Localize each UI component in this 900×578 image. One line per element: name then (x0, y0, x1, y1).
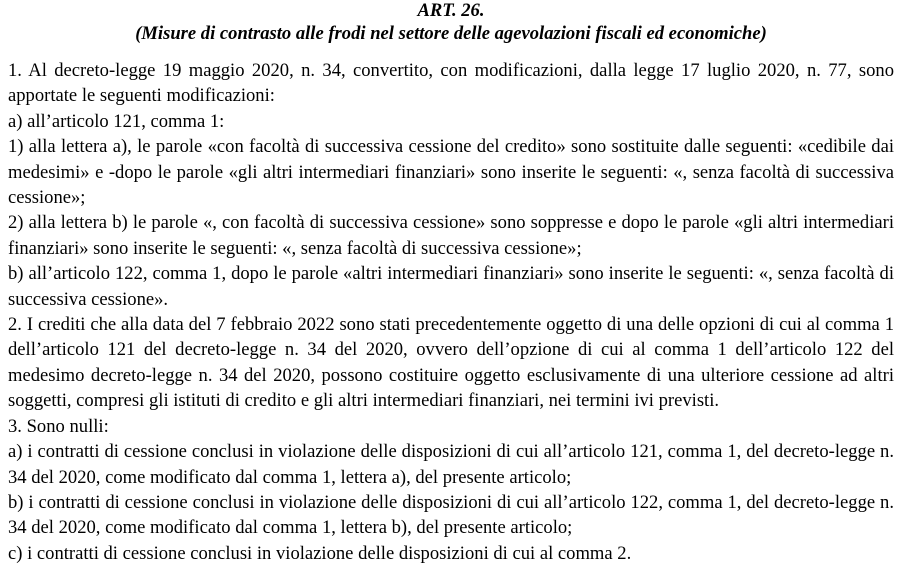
list-item-b: b) all’articolo 122, comma 1, dopo le parole «altri intermediari finanziari» sono inserite le seguenti: «, senza facoltà di successiva cessione». (8, 263, 894, 310)
list-item-a: a) all’articolo 121, comma 1: (8, 110, 225, 132)
paragraph-1: 1. Al decreto-legge 19 maggio 2020, n. 34, convertito, con modificazioni, dalla legge 17 luglio 2020, n. 77, sono apportate le seguenti modificazioni: (8, 60, 894, 107)
sub-item-1: 1) alla lettera a), le parole «con facoltà di successiva cessione del credito» sono sostituite dalle seguenti: «cedibile dai medesimi» e -dopo le parole «gli altri intermediari finanziari» sono inserite le seguenti: «, senza facoltà di successiva cessione»; (8, 136, 894, 209)
nullity-item-a: a) i contratti di cessione conclusi in violazione delle disposizioni di cui all’articolo 121, comma 1, del decreto-legge n. 34 del 2020, come modificato dal comma 1, lettera a), del presente articolo; (8, 441, 894, 488)
paragraph-2: 2. I crediti che alla data del 7 febbraio 2022 sono stati precedentemente oggetto di una delle opzioni di cui al comma 1 dell’articolo 121 del decreto-legge n. 34 del 2020, ovvero dell’opzione di cui al comma 1 dell’articolo 122 del medesimo decreto-legge n. 34 del 2020, possono costituire oggetto esclusivamente di una ulteriore cessione ad altri soggetti, compresi gli istituti di credito e gli altri intermediari finanziari, nei termini ivi previsti. (8, 314, 894, 412)
sub-item-2: 2) alla lettera b) le parole «, con facoltà di successiva cessione» sono soppresse e dopo le parole «gli altri intermediari finanziari» sono inserite le seguenti: «, senza facoltà di successiva cessione»; (8, 212, 894, 259)
article-title: ART. 26. (417, 0, 485, 21)
paragraph-3: 3. Sono nulli: (8, 415, 109, 437)
nullity-item-c: c) i contratti di cessione conclusi in violazione delle disposizioni di cui al comma 2. (8, 542, 632, 564)
article-body (8, 58, 894, 566)
document-page (8, 0, 894, 566)
nullity-item-b: b) i contratti di cessione conclusi in violazione delle disposizioni di cui all’articolo 122, comma 1, del decreto-legge n. 34 del 2020, come modificato dal comma 1, lettera b), del presente articolo; (8, 491, 894, 539)
article-subtitle: (Misure di contrasto alle frodi nel settore delle agevolazioni fiscali ed economiche) (135, 23, 767, 44)
